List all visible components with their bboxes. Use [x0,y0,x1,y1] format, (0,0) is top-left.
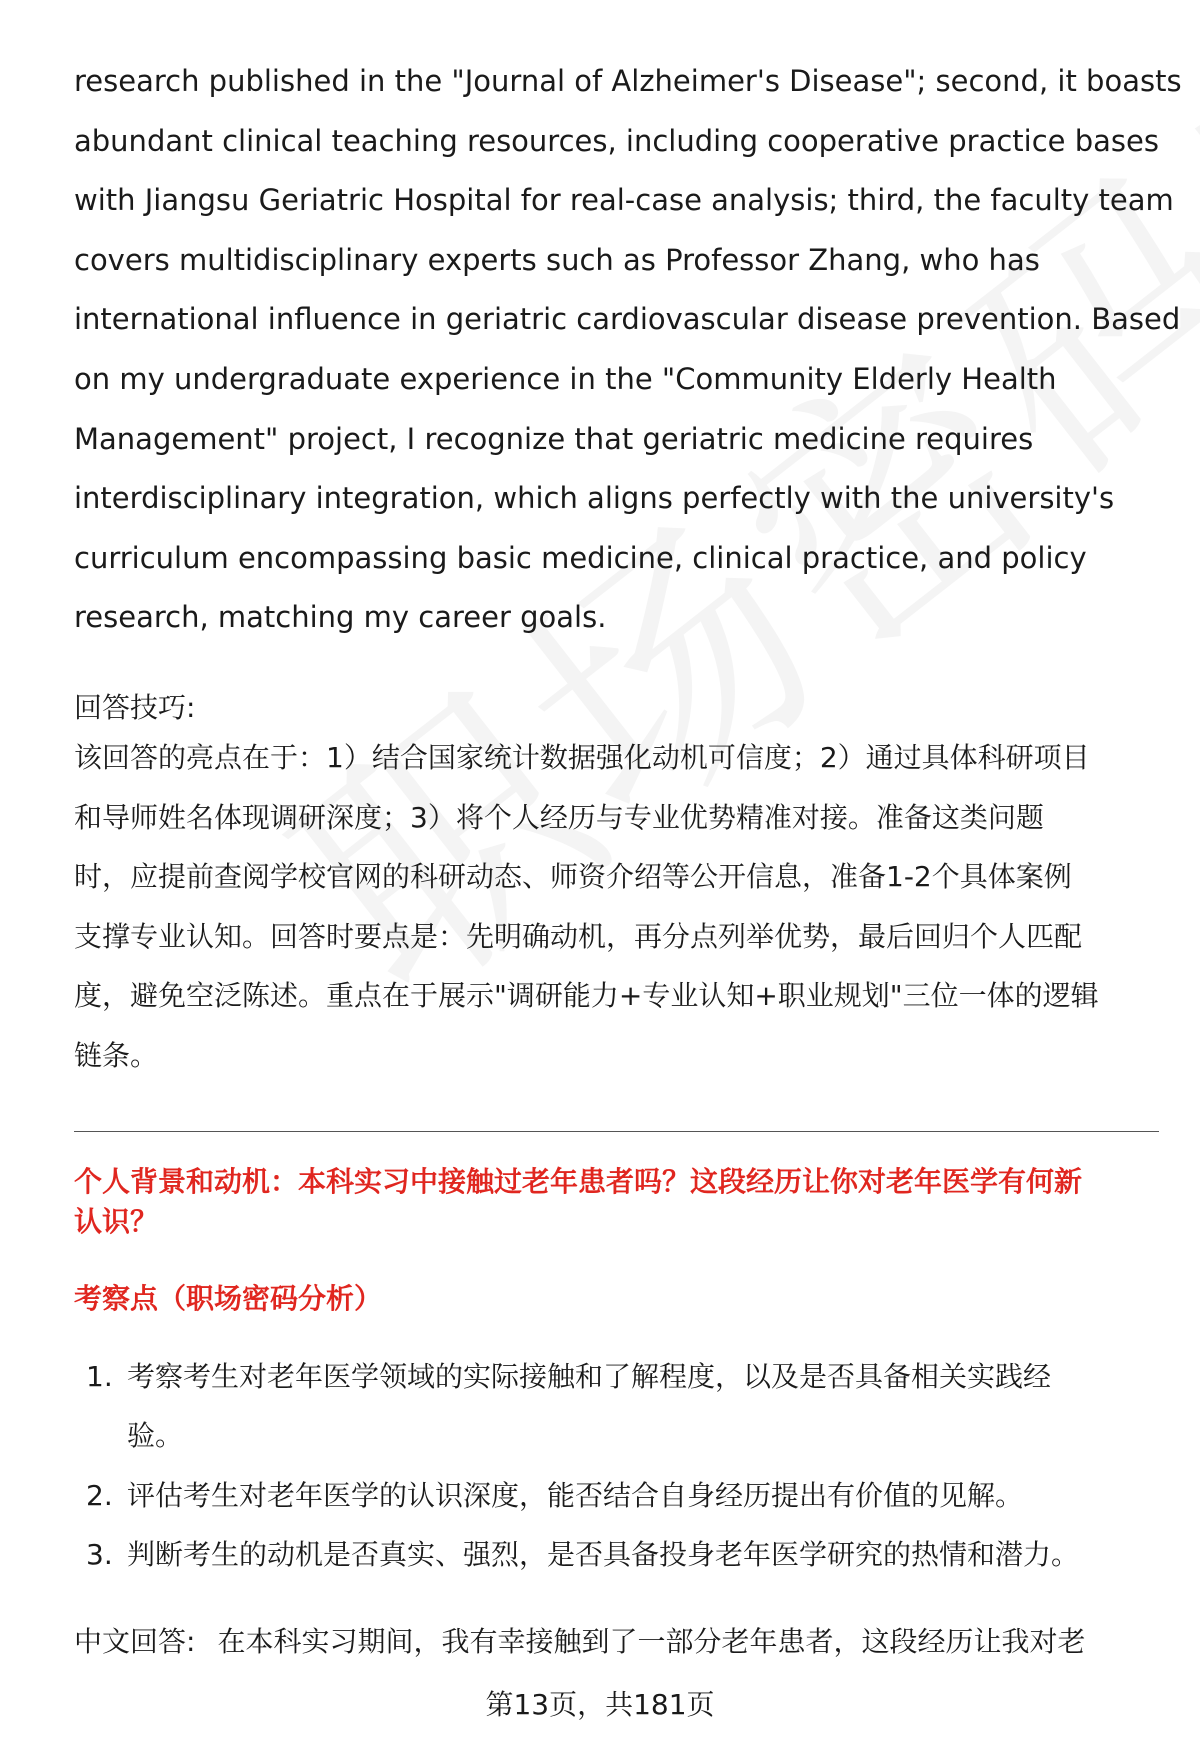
section-divider [74,1131,1159,1132]
page-footer: 第13页，共181页 [485,1688,715,1721]
list-number: 2. [86,1478,113,1512]
list-item-text: 验。 [127,1419,184,1453]
tips-line: 该回答的亮点在于：1）结合国家统计数据强化动机可信度；2）通过具体科研项目 [74,740,1090,774]
english-line: with Jiangsu Geriatric Hospital for real-case analysis; third, the faculty team [74,183,1174,218]
tips-paragraph [74,728,1159,1086]
tips-line: 支撑专业认知。回答时要点是：先明确动机，再分点列举优势，最后回归个人匹配 [74,919,1083,953]
list-item-text: 判断考生的动机是否真实、强烈，是否具备投身老年医学研究的热情和潜力。 [127,1538,1080,1572]
english-line: international influence in geriatric cardiovascular disease prevention. Based [74,302,1181,337]
exam-points-list [74,1347,1159,1585]
list-item-text: 评估考生对老年医学的认识深度，能否结合自身经历提出有价值的见解。 [127,1478,1024,1512]
english-line: research, matching my career goals. [74,600,607,635]
list-item [74,1466,1159,1526]
question-heading [74,1162,1159,1242]
question-line: 认识？ [74,1204,159,1238]
english-line: curriculum encompassing basic medicine, clinical practice, and policy [74,540,1087,575]
tips-line: 链条。 [74,1038,159,1072]
answer-text: 在本科实习期间，我有幸接触到了一部分老年患者，这段经历让我对老 [217,1624,1086,1658]
answer-label: 中文回答: [74,1624,196,1658]
document-page [74,52,1182,1662]
english-line: on my undergraduate experience in the "Community Elderly Health [74,361,1057,396]
english-line: abundant clinical teaching resources, including cooperative practice bases [74,123,1159,158]
english-line: Management" project, I recognize that geriatric medicine requires [74,421,1034,456]
chinese-answer [74,1622,1159,1662]
question-line: 个人背景和动机：本科实习中接触过老年患者吗？这段经历让你对老年医学有何新 [74,1164,1083,1198]
tips-line: 和导师姓名体现调研深度；3）将个人经历与专业优势精准对接。准备这类问题 [74,800,1044,834]
list-number: 3. [86,1538,113,1572]
list-item-text: 考察考生对老年医学领域的实际接触和了解程度，以及是否具备相关实践经 [127,1359,1052,1393]
exam-points-heading: 考察点（职场密码分析） [74,1281,383,1315]
tips-label: 回答技巧: [74,690,196,724]
tips-line: 度，避免空泛陈述。重点在于展示"调研能力+专业认知+职业规划"三位一体的逻辑 [74,979,1099,1013]
english-line: interdisciplinary integration, which aligns perfectly with the university's [74,481,1115,516]
tips-line: 时，应提前查阅学校官网的科研动态、师资介绍等公开信息，准备1-2个具体案例 [74,860,1072,894]
list-item [74,1347,1159,1466]
list-item [74,1525,1159,1585]
english-line: research published in the "Journal of Alzheimer's Disease"; second, it boasts [74,64,1182,98]
english-paragraph [74,52,1182,648]
english-line: covers multidisciplinary experts such as Professor Zhang, who has [74,242,1040,277]
list-number: 1. [86,1359,113,1393]
